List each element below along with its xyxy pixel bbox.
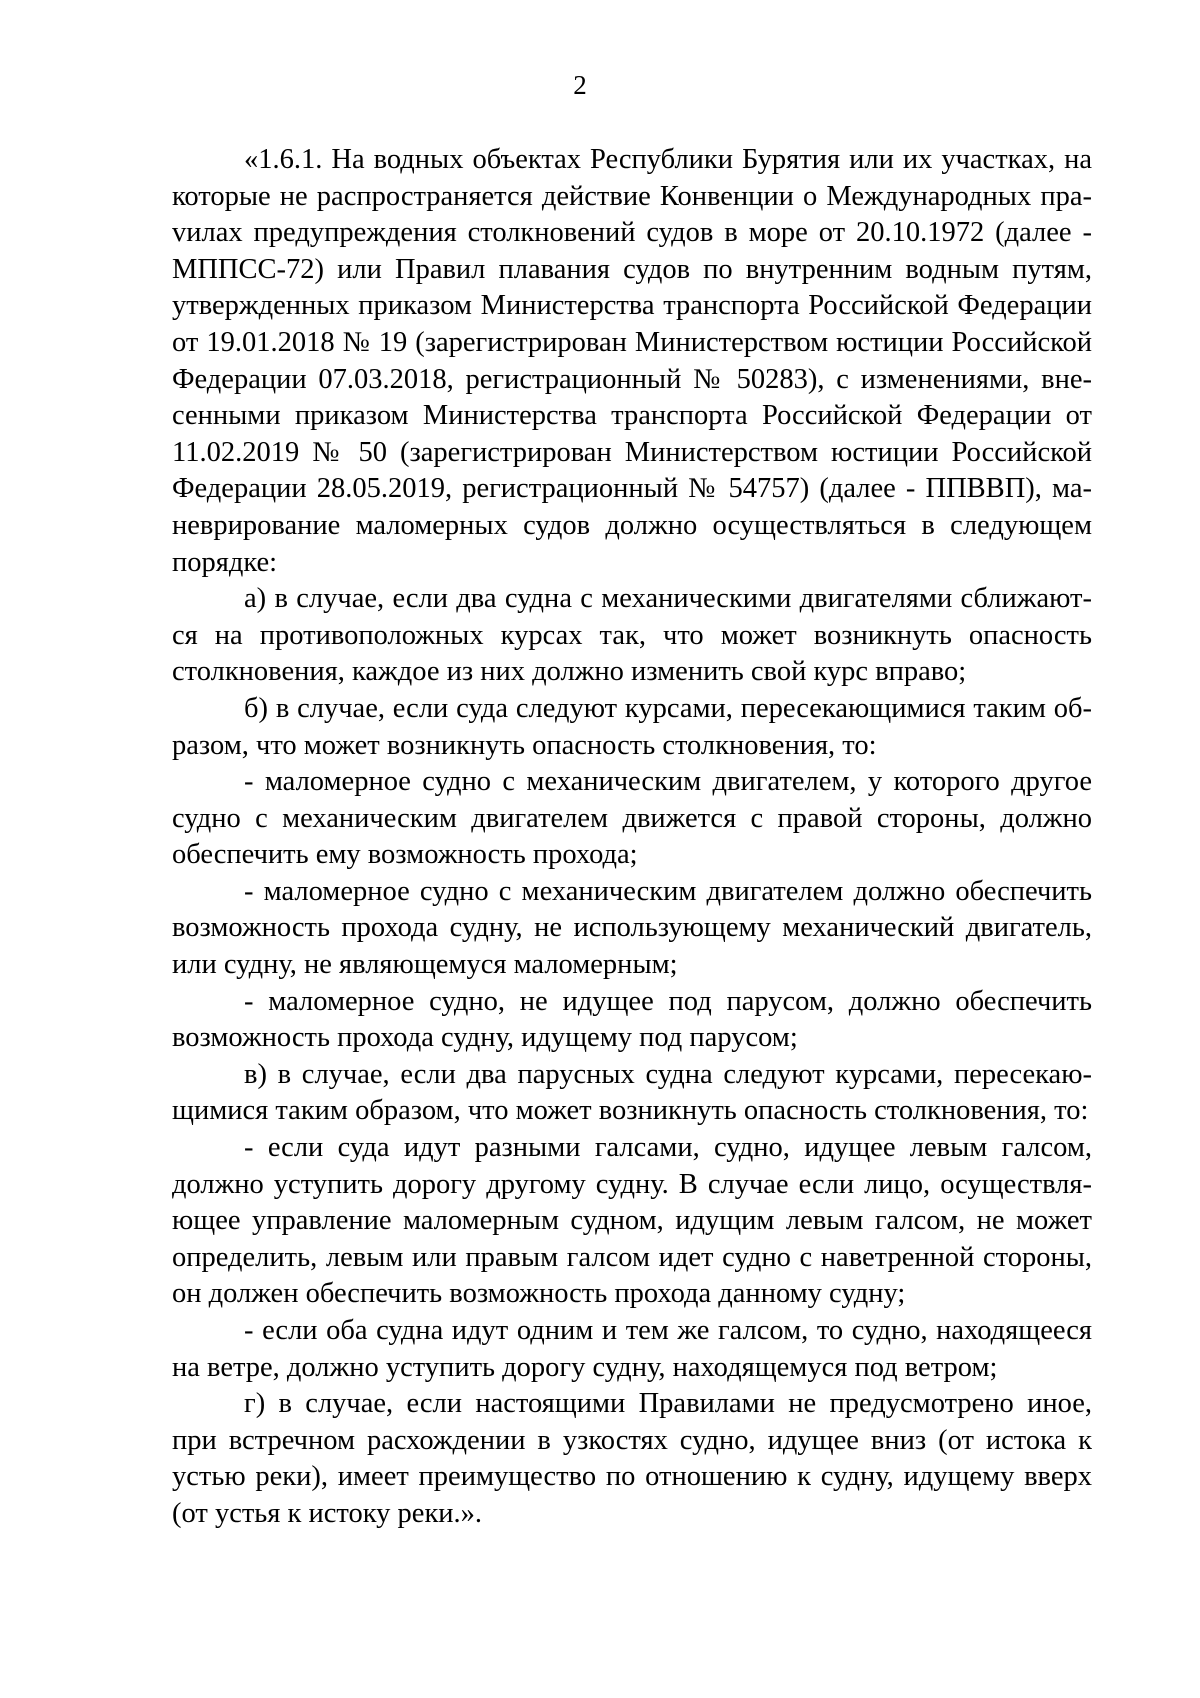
paragraph-item-b-dash-3: - маломерное судно, не идущее под парусом, должно обеспечить возможность прохода судну, идущему под парусом; — [172, 985, 1092, 1054]
paragraph-item-a: а) в случае, если два судна с механическими двигателями сближаются на противоположных курсах так, что может возникнуть опасность столкновения, каждое из них должно изменить свой курс вправо; — [172, 583, 1092, 688]
paragraph-item-v: в) в случае, если два парусных судна следуют курсами, пересекающимися таким образом, что может возникнуть опасность столкновения, то: — [172, 1058, 1092, 1127]
paragraph-item-b: б) в случае, если суда следуют курсами, пересекающимися таким образом, что может возникнуть опасность столкновения, то: — [172, 692, 1092, 761]
paragraph-item-b-dash-1: - маломерное судно с механическим двигателем, у которого другое судно с механическим двигателем движется с правой стороны, должно обеспечить ему возможность прохода; — [172, 766, 1092, 871]
paragraph-item-v-dash-1: - если суда идут разными галсами, судно, идущее левым галсом, должно уступить дорогу другому судну. В случае если лицо, осуществляющее управление маломерным судном, идущим левым галсом, не может определить, левым или правым галсом идет судно с наветренной стороны, он должен обеспечить возможность прохода данному судну; — [172, 1132, 1092, 1310]
paragraph-1-6-1: «1.6.1. На водных объектах Республики Бурятия или их участках, на которые не распространяется действие Конвенции о Международных праvилах предупреждения столкновений судов в море от 20.10.1972 (далее - МППСС-72) или Правил плавания судов по внутренним водным путям, утвержденных приказом Министерства транспорта Российской Федерации от 19.01.2018 № 19 (зарегистрирован Министерством юстиции Российской Федерации 07.03.2018, регистрационный № 50283), с изменениями, внесенными приказом Министерства транспорта Российской Федерации от 11.02.2019 № 50 (зарегистрирован Министерством юстиции Российской Федерации 28.05.2019, регистрационный № 54757) (далее - ППВВП), маневрирование маломерных судов должно осуществляться в следующем порядке: — [172, 144, 1092, 578]
document-body — [172, 142, 1092, 1533]
paragraph-item-v-dash-2: - если оба судна идут одним и тем же галсом, то судно, находящееся на ветре, должно уступить дорогу судну, находящемуся под ветром; — [172, 1315, 1092, 1383]
paragraph-item-b-dash-2: - маломерное судно с механическим двигателем должно обеспечить возможность прохода судну, не использующему механический двигатель, или судну, не являющемуся маломерным; — [172, 875, 1092, 981]
page-number: 2 — [573, 70, 587, 100]
paragraph-item-g: г) в случае, если настоящими Правилами не предусмотрено иное, при встречном расхождении в узкостях судно, идущее вниз (от истока к устью реки), имеет преимущество по отношению к судну, идущему вверх (от устья к истоку реки.». — [172, 1388, 1092, 1529]
